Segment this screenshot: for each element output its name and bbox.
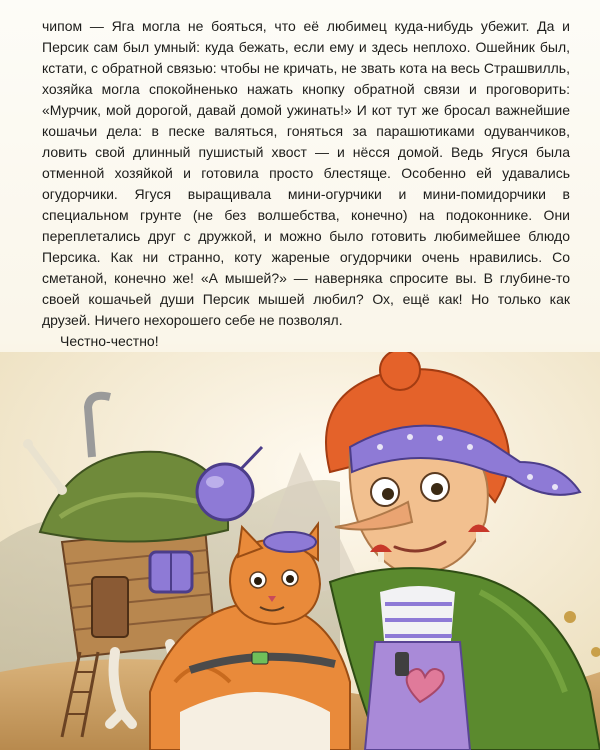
story-text: [42, 16, 570, 352]
hut-door: [92, 577, 128, 637]
walkie-talkie: [395, 652, 409, 676]
acorn: [564, 611, 576, 623]
story-paragraph: чипом — Яга могла не бояться, что её любимец куда-нибудь убежит. Да и Персик сам был умный: куда бежать, если ему и здесь неплохо. Ошейник был, кстати, с обратной связью: чтобы не кричать, не звать кота на весь Страшвилль, хозяйка могла спокойненько нажать кнопку обратной связи и проговорить: «Мурчик, мой дорогой, давай домой ужинать!» И кот тут же бросал важнейшие кошачьи дела: в песке валяться, гоняться за парашютиками одуванчиков, ловить свой длинный пушистый хвост — и нёсся домой. Ведь Ягуся была отменной хозяйкой и готовила просто блестяще. Особенно ей удавались огудорчики. Ягуся выращивала мини-огурчики и мини-помидорчики в специальном грунте (не без волшебства, конечно) на подоконнике. Они переплетались друг с дружкой, и можно было готовить любимейшее блюдо Персика. Как ни странно, коту жареные огудорчики очень нравились. Со сметаной, конечно же! «А мышей?» — наверняка спросите вы. В глубине-то своей кошачьей души Персик мышей любил? Ох, ещё как! Но только как друзей. Ничего нехорошего себе не позволял.: [42, 18, 570, 328]
story-closing-line: Честно-честно!: [60, 333, 159, 349]
cat-beret: [264, 532, 316, 552]
illustration-svg: [0, 352, 600, 750]
witch-and-cat-illustration: [0, 352, 600, 750]
